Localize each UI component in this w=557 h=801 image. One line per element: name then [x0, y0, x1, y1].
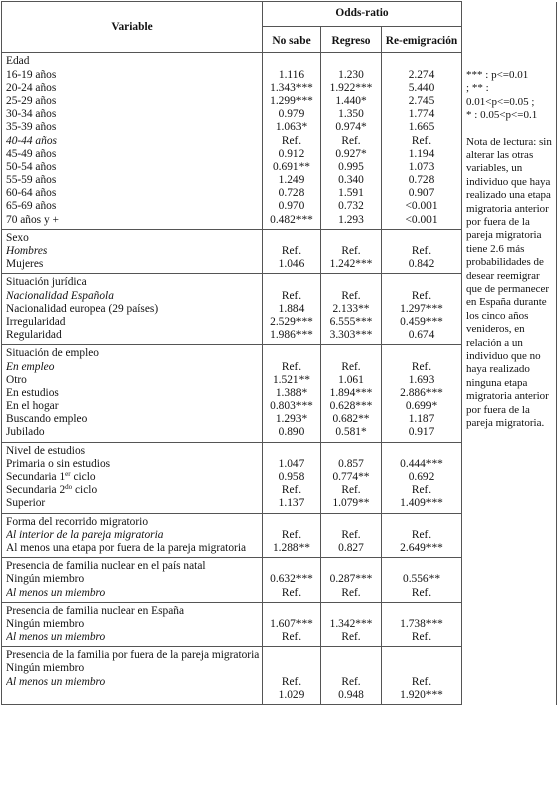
value-cell-reemigracion: [382, 558, 462, 603]
odds-value: 1.137: [278, 497, 305, 510]
col-header-no-sabe: No sabe: [263, 27, 321, 53]
odds-value: Ref.: [341, 586, 361, 599]
blank-line: [263, 605, 320, 618]
odds-value: 5.440: [408, 81, 435, 94]
odds-value: 1.693: [408, 373, 435, 386]
odds-value: 1.242***: [329, 258, 373, 271]
odds-value: 0.970: [278, 200, 305, 213]
blank-line: [263, 560, 320, 573]
odds-value: 0.444***: [400, 457, 443, 470]
blank-line: [382, 516, 461, 529]
row-label: En estudios: [6, 386, 59, 399]
row-label: Al menos un miembro: [6, 586, 106, 599]
blank-line: [321, 232, 381, 245]
row-label: [6, 471, 262, 484]
blank-line: [321, 276, 381, 289]
blank-line: [382, 605, 461, 618]
odds-value: 0.974*: [335, 121, 367, 134]
blank-line: [382, 649, 461, 662]
odds-value: 1.343***: [270, 81, 313, 94]
section-variable-cell: [2, 229, 263, 274]
row-label-text: Secundaria 1: [6, 471, 66, 484]
odds-value: 0.728: [278, 187, 305, 200]
odds-value: 1.293*: [275, 413, 308, 426]
odds-value: 0.556**: [403, 573, 441, 586]
odds-value: 1.297***: [400, 302, 443, 315]
odds-value: Ref.: [341, 360, 361, 373]
odds-value: Ref.: [281, 631, 302, 644]
blank-line: [263, 232, 320, 245]
table-body: [2, 53, 557, 705]
row-label: Al menos una etapa por fuera de la pareja migratoria: [6, 541, 247, 554]
odds-value: <0.001: [405, 200, 438, 213]
blank-line: [321, 662, 381, 675]
odds-value: Ref.: [341, 528, 361, 541]
odds-value: 1.046: [278, 258, 305, 271]
odds-value: 1.061: [338, 373, 364, 386]
row-label: 45-49 años: [6, 147, 57, 160]
odds-value: Ref.: [281, 289, 302, 302]
odds-value: 1.774: [408, 108, 435, 121]
odds-value: 1.409***: [400, 497, 443, 510]
section-title: Situación de empleo: [6, 347, 99, 360]
odds-value: 2.529***: [270, 315, 313, 328]
value-cell-no-sabe: [263, 513, 321, 558]
blank-line: [263, 55, 320, 68]
odds-value: 0.728: [408, 174, 435, 187]
row-label: Ningún miembro: [6, 617, 85, 630]
row-label: 35-39 años: [6, 121, 57, 134]
row-label: Otro: [6, 373, 27, 386]
odds-value: 0.907: [408, 187, 435, 200]
odds-value: 1.521**: [272, 373, 311, 386]
odds-value: 2.886***: [400, 386, 443, 399]
odds-ratio-table: [1, 1, 557, 705]
row-label: 40-44 años: [6, 134, 57, 147]
section-variable-cell: [2, 442, 263, 513]
odds-value: 0.927*: [335, 147, 367, 160]
odds-value: 1.194: [408, 147, 435, 160]
odds-value: 1.187: [408, 413, 435, 426]
row-label: 65-69 años: [6, 200, 57, 213]
odds-value: Ref.: [411, 631, 432, 644]
odds-value: Ref.: [341, 484, 361, 497]
value-cell-no-sabe: [263, 53, 321, 229]
blank-line: [263, 347, 320, 360]
blank-line: [263, 649, 320, 662]
significance-line: 0.01<p<=0.05 ;: [466, 95, 535, 108]
section-title: Nivel de estudios: [6, 444, 86, 457]
row-label: 55-59 años: [6, 174, 57, 187]
odds-value: 0.699*: [405, 400, 438, 413]
section-variable-cell: [2, 345, 263, 442]
value-cell-regreso: [321, 53, 382, 229]
odds-value: 0.948: [338, 688, 364, 701]
blank-line: [321, 560, 381, 573]
significance-line: ; ** :: [466, 82, 489, 95]
odds-value: 1.920***: [400, 688, 443, 701]
value-cell-reemigracion: [382, 513, 462, 558]
variable-header: Variable: [2, 2, 263, 53]
odds-value: Ref.: [411, 528, 432, 541]
value-cell-regreso: [321, 442, 382, 513]
odds-value: 1.029: [278, 688, 305, 701]
odds-value: 1.884: [278, 302, 305, 315]
row-label: [6, 484, 262, 497]
row-label: Al interior de la pareja migratoria: [6, 528, 164, 541]
odds-value: 1.665: [408, 121, 435, 134]
value-cell-regreso: [321, 345, 382, 442]
value-cell-regreso: [321, 558, 382, 603]
odds-value: 1.063*: [275, 121, 308, 134]
odds-value: 1.288**: [272, 541, 311, 554]
row-label: En el hogar: [6, 400, 59, 413]
section-variable-cell: [2, 558, 263, 603]
odds-value: 2.133**: [332, 302, 370, 315]
odds-value: 3.303***: [329, 329, 373, 342]
odds-value: 1.894***: [329, 386, 373, 399]
row-label: 16-19 años: [6, 68, 57, 81]
legend-cell: [462, 53, 557, 705]
blank-line: [321, 445, 381, 458]
legend-header-blank: [462, 2, 557, 53]
odds-value: Ref.: [341, 245, 361, 258]
row-label-text: Secundaria 2: [6, 484, 66, 497]
odds-value: Ref.: [281, 675, 302, 688]
blank-line: [382, 560, 461, 573]
odds-value: 0.995: [338, 160, 364, 173]
row-label-tail: ciclo: [72, 484, 98, 497]
row-label-superscript: er: [65, 471, 71, 479]
odds-value: 1.073: [408, 160, 435, 173]
row-label: Al menos un miembro: [6, 675, 106, 688]
row-label: Jubilado: [6, 426, 45, 439]
value-cell-regreso: [321, 602, 382, 647]
value-cell-no-sabe: [263, 442, 321, 513]
odds-value: 0.958: [278, 471, 305, 484]
section-row: [2, 53, 557, 229]
odds-value: 0.692: [408, 471, 435, 484]
odds-value: Ref.: [411, 586, 432, 599]
odds-value: 2.649***: [400, 541, 443, 554]
odds-value: Ref.: [411, 289, 432, 302]
value-cell-reemigracion: [382, 53, 462, 229]
significance-legend: [466, 53, 552, 123]
odds-value: Ref.: [281, 245, 302, 258]
odds-value: Ref.: [281, 484, 302, 497]
row-label: En empleo: [6, 360, 55, 373]
odds-value: 0.842: [408, 258, 435, 271]
odds-value: Ref.: [411, 675, 432, 688]
odds-value: 1.299***: [270, 94, 313, 107]
odds-value: 2.745: [408, 94, 435, 107]
odds-value: Ref.: [411, 360, 432, 373]
section-variable-cell: [2, 602, 263, 647]
blank-line: [321, 649, 381, 662]
significance-line: * : 0.05<p<=0.1: [466, 109, 538, 122]
odds-value: 1.079**: [332, 497, 370, 510]
value-cell-no-sabe: [263, 647, 321, 705]
value-cell-no-sabe: [263, 345, 321, 442]
col-header-regreso: Regreso: [321, 27, 382, 53]
odds-value: Ref.: [341, 631, 361, 644]
row-label: Primaria o sin estudios: [6, 457, 111, 470]
section-variable-cell: [2, 513, 263, 558]
odds-value: 1.116: [278, 68, 305, 81]
odds-value: Ref.: [411, 484, 432, 497]
odds-value: 0.890: [278, 426, 305, 439]
blank-line: [382, 232, 461, 245]
value-cell-regreso: [321, 513, 382, 558]
row-label: Nacionalidad europea (29 países): [6, 302, 159, 315]
value-cell-no-sabe: [263, 274, 321, 345]
odds-value: Ref.: [341, 134, 361, 147]
value-cell-regreso: [321, 229, 382, 274]
odds-value: 1.342***: [329, 617, 373, 630]
significance-line: *** : p<=0.01: [466, 68, 529, 81]
section-title: Forma del recorrido migratorio: [6, 515, 149, 528]
odds-value: 1.440*: [335, 94, 367, 107]
row-label: Buscando empleo: [6, 413, 88, 426]
blank-line: [382, 445, 461, 458]
row-label: 25-29 años: [6, 94, 57, 107]
odds-value: 1.350: [338, 108, 364, 121]
value-cell-no-sabe: [263, 558, 321, 603]
value-cell-reemigracion: [382, 229, 462, 274]
value-cell-reemigracion: [382, 602, 462, 647]
value-cell-reemigracion: [382, 442, 462, 513]
odds-value: 0.732: [338, 200, 364, 213]
section-variable-cell: [2, 274, 263, 345]
odds-value: Ref.: [411, 134, 432, 147]
row-label-superscript: do: [65, 484, 73, 492]
odds-value: 0.857: [338, 457, 364, 470]
odds-value: 0.674: [408, 329, 435, 342]
odds-value: 0.632***: [270, 573, 313, 586]
odds-value: 0.682**: [332, 413, 370, 426]
row-label: Mujeres: [6, 258, 44, 271]
row-label: Ningún miembro: [6, 573, 85, 586]
blank-line: [382, 276, 461, 289]
odds-value: Ref.: [411, 245, 432, 258]
header-row-top: [2, 2, 557, 27]
row-label: Al menos un miembro: [6, 631, 106, 644]
odds-value: 0.774**: [332, 471, 370, 484]
odds-ratio-header: Odds-ratio: [263, 2, 462, 27]
section-title: Situación jurídica: [6, 276, 87, 289]
odds-value: 1.230: [338, 68, 364, 81]
section-variable-cell: [2, 53, 263, 229]
odds-value: 0.803***: [270, 400, 313, 413]
section-title: Presencia de la familia por fuera de la pareja migratoria: [6, 649, 260, 662]
odds-value: 0.912: [278, 147, 305, 160]
blank-line: [321, 347, 381, 360]
row-label: Hombres: [6, 245, 48, 258]
row-label: Superior: [6, 497, 46, 510]
odds-value: Ref.: [281, 586, 302, 599]
value-cell-no-sabe: [263, 602, 321, 647]
odds-value: 1.591: [338, 187, 364, 200]
odds-value: Ref.: [281, 360, 302, 373]
odds-value: 2.274: [408, 68, 435, 81]
odds-value: 0.482***: [270, 213, 313, 226]
blank-line: [382, 662, 461, 675]
odds-value: 0.459***: [400, 315, 443, 328]
blank-line: [382, 347, 461, 360]
blank-line: [321, 55, 381, 68]
odds-value: <0.001: [405, 213, 438, 226]
odds-value: 0.628***: [329, 400, 373, 413]
value-cell-no-sabe: [263, 229, 321, 274]
odds-value: 6.555***: [329, 315, 373, 328]
row-label: Ningún miembro: [6, 662, 85, 675]
value-cell-reemigracion: [382, 345, 462, 442]
odds-value: 1.388*: [275, 386, 308, 399]
row-label: Nacionalidad Española: [6, 289, 114, 302]
blank-line: [263, 276, 320, 289]
value-cell-reemigracion: [382, 274, 462, 345]
odds-value: 1.607***: [270, 617, 313, 630]
odds-value: Ref.: [281, 528, 302, 541]
odds-value: 0.340: [338, 174, 364, 187]
odds-value: 1.738***: [400, 617, 443, 630]
value-cell-reemigracion: [382, 647, 462, 705]
row-label: 30-34 años: [6, 108, 57, 121]
odds-value: 0.287***: [329, 573, 373, 586]
section-title: Sexo: [6, 231, 29, 244]
row-label: 60-64 años: [6, 187, 57, 200]
odds-value: 1.293: [338, 213, 364, 226]
row-label: 20-24 años: [6, 81, 57, 94]
odds-value: 0.827: [338, 541, 364, 554]
value-cell-regreso: [321, 274, 382, 345]
odds-value: 0.979: [278, 108, 305, 121]
section-title: Presencia de familia nuclear en el país natal: [6, 560, 206, 573]
section-variable-cell: [2, 647, 263, 705]
section-title: Presencia de familia nuclear en España: [6, 604, 185, 617]
blank-line: [263, 445, 320, 458]
odds-value: 1.047: [278, 457, 305, 470]
row-label: Irregularidad: [6, 315, 66, 328]
reading-note: Nota de lectura: sin alterar las otras variables, un individuo que haya realizado una etapa migratoria anterior por fuera de la pareja migratoria tiene 2.6 más probabilidades de desear reemigrar que de permanecer en España durante los cinco años venideros, en relación a un individuo que no haya realizado ninguna etapa migratoria anterior por fuera de la pareja migratoria.: [466, 135, 552, 430]
blank-line: [263, 516, 320, 529]
row-label: Regularidad: [6, 329, 62, 342]
odds-value: Ref.: [341, 289, 361, 302]
blank-line: [321, 516, 381, 529]
col-header-reemigracion: Re-emigración: [382, 27, 462, 53]
odds-value: 0.581*: [335, 426, 367, 439]
row-label: 50-54 años: [6, 160, 57, 173]
odds-value: Ref.: [341, 675, 361, 688]
odds-value: Ref.: [281, 134, 302, 147]
value-cell-regreso: [321, 647, 382, 705]
row-label: 70 años y +: [6, 213, 59, 226]
blank-line: [321, 605, 381, 618]
odds-value: 1.922***: [329, 81, 373, 94]
row-label-tail: ciclo: [70, 471, 96, 484]
odds-value: 1.249: [278, 174, 305, 187]
odds-value: 0.691**: [272, 160, 311, 173]
section-title: Edad: [6, 55, 30, 68]
odds-value: 0.917: [408, 426, 435, 439]
blank-line: [263, 662, 320, 675]
blank-line: [382, 55, 461, 68]
odds-value: 1.986***: [270, 329, 313, 342]
